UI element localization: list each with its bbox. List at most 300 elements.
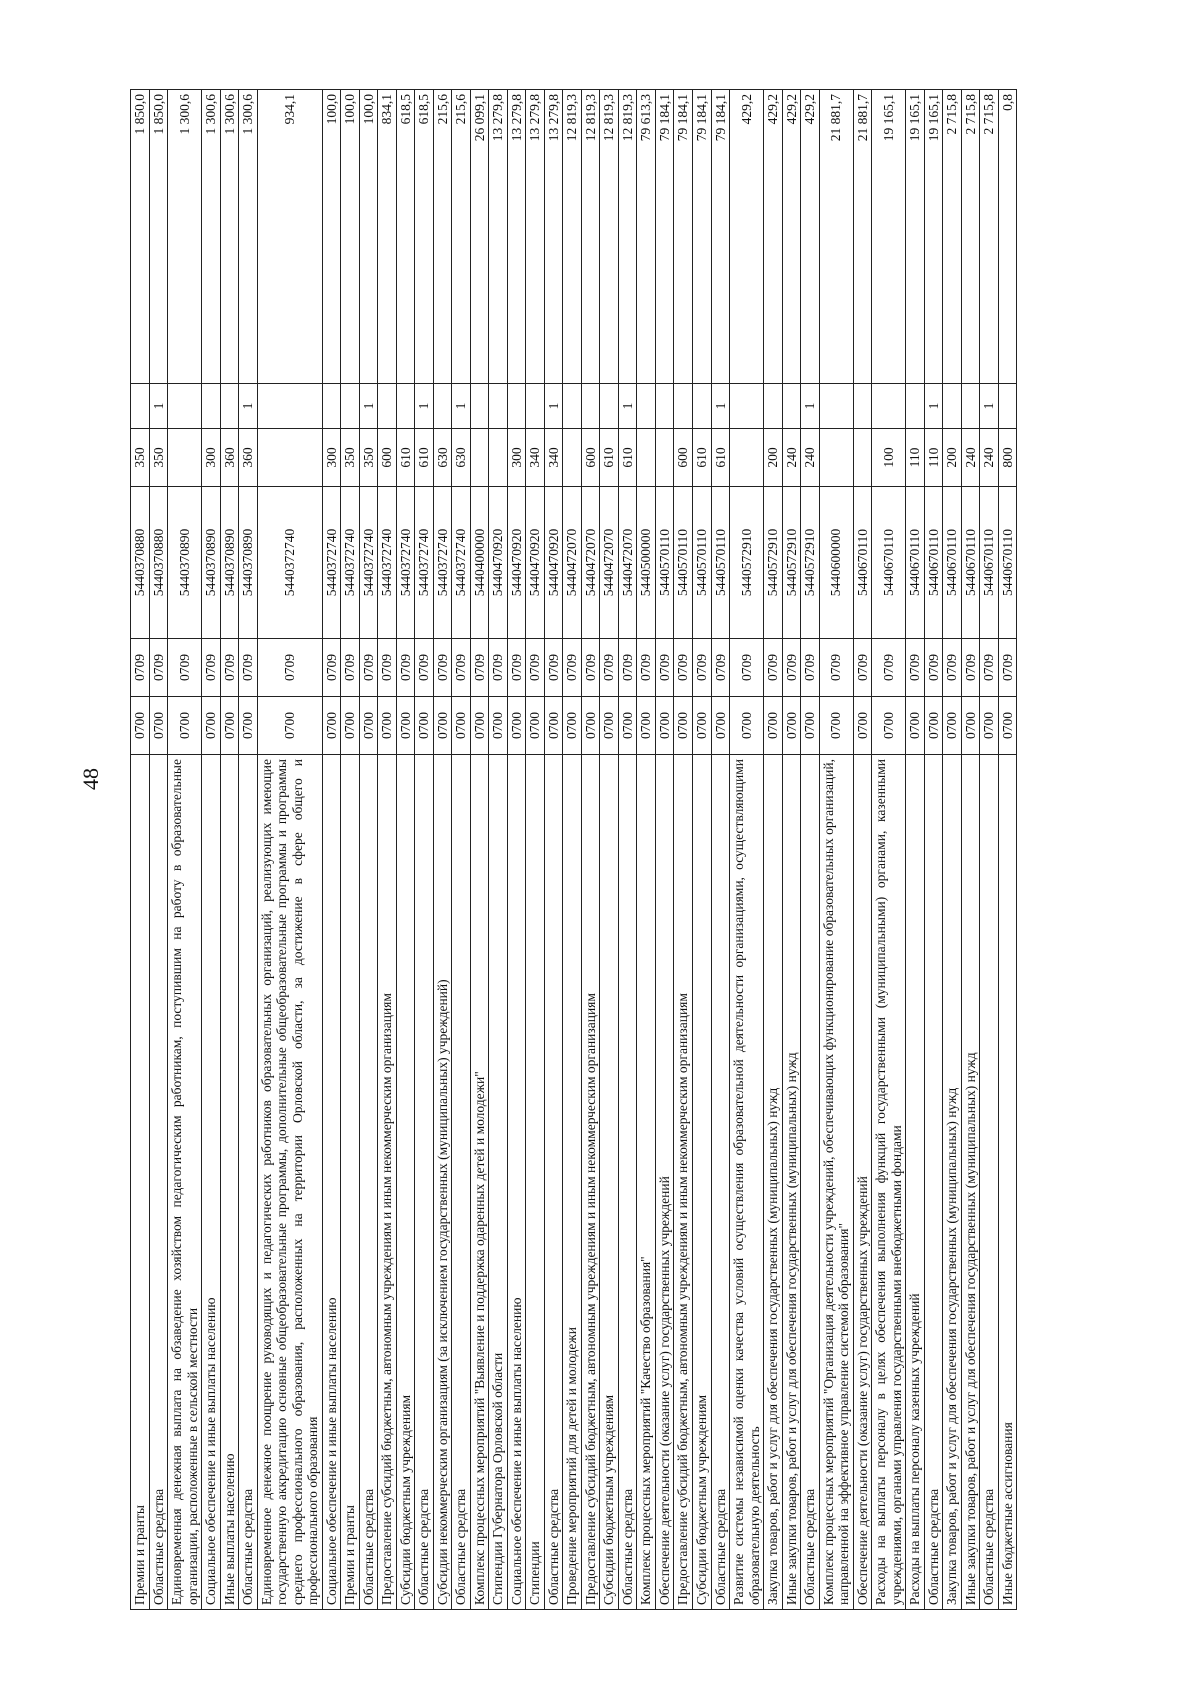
section-code-cell: 0700: [452, 697, 471, 755]
target-article-code-cell: 5440372740: [341, 487, 360, 639]
table-row: [322, 90, 341, 1610]
table-row: [220, 90, 239, 1610]
table-row: [980, 90, 999, 1610]
subsection-code-cell: 0709: [961, 639, 980, 697]
expense-type-code-cell: 110: [906, 429, 925, 487]
subsection-code-cell: 0709: [782, 639, 801, 697]
target-article-code-cell: 5440570110: [674, 487, 693, 639]
section-code-cell: 0700: [470, 697, 489, 755]
source-flag-cell: 1: [924, 384, 943, 429]
source-flag-cell: [507, 384, 526, 429]
table-row: [764, 90, 783, 1610]
expense-type-code-cell: 200: [943, 429, 962, 487]
source-flag-cell: [655, 384, 674, 429]
row-name-cell: Единовременная денежная выплата на обзаведение хозяйством педагогическим работникам, поступившим на работу в образовательные организации, расположенные в сельской местности: [168, 755, 202, 1610]
table-row: [600, 90, 619, 1610]
subsection-code-cell: 0709: [924, 639, 943, 697]
expense-type-code-cell: 300: [507, 429, 526, 487]
amount-cell: 834,1: [378, 90, 397, 384]
source-flag-cell: 1: [239, 384, 258, 429]
amount-cell: 26 099,1: [470, 90, 489, 384]
expense-type-code-cell: [637, 429, 656, 487]
subsection-code-cell: 0709: [202, 639, 221, 697]
subsection-code-cell: 0709: [764, 639, 783, 697]
subsection-code-cell: 0709: [581, 639, 600, 697]
source-flag-cell: [470, 384, 489, 429]
amount-cell: 79 613,3: [637, 90, 656, 384]
target-article-code-cell: 5440600000: [819, 487, 853, 639]
target-article-code-cell: 5440370890: [220, 487, 239, 639]
subsection-code-cell: 0709: [655, 639, 674, 697]
section-code-cell: 0700: [322, 697, 341, 755]
subsection-code-cell: 0709: [257, 639, 322, 697]
subsection-code-cell: 0709: [906, 639, 925, 697]
target-article-code-cell: 5440372740: [359, 487, 378, 639]
source-flag-cell: [341, 384, 360, 429]
row-name-cell: Расходы на выплаты персоналу казенных учреждений: [906, 755, 925, 1610]
expense-type-code-cell: 600: [378, 429, 397, 487]
target-article-code-cell: 5440670110: [853, 487, 872, 639]
table-row: [433, 90, 452, 1610]
row-name-cell: Субсидии бюджетным учреждениям: [396, 755, 415, 1610]
source-flag-cell: 1: [415, 384, 434, 429]
table-row: [239, 90, 258, 1610]
expense-type-code-cell: 350: [149, 429, 168, 487]
row-name-cell: Социальное обеспечение и иные выплаты населению: [202, 755, 221, 1610]
section-code-cell: 0700: [730, 697, 764, 755]
amount-cell: 13 279,8: [544, 90, 563, 384]
expense-type-code-cell: [168, 429, 202, 487]
row-name-cell: Областные средства: [924, 755, 943, 1610]
row-name-cell: Областные средства: [415, 755, 434, 1610]
amount-cell: 21 881,7: [819, 90, 853, 384]
source-flag-cell: [782, 384, 801, 429]
expense-type-code-cell: [819, 429, 853, 487]
subsection-code-cell: 0709: [220, 639, 239, 697]
target-article-code-cell: 5440670110: [998, 487, 1017, 639]
amount-cell: 2 715,8: [943, 90, 962, 384]
row-name-cell: Иные закупки товаров, работ и услуг для обеспечения государственных (муниципальных) нужд: [782, 755, 801, 1610]
expense-type-code-cell: 100: [872, 429, 906, 487]
row-name-cell: Стипендии Губернатора Орловской области: [489, 755, 508, 1610]
amount-cell: 12 819,3: [581, 90, 600, 384]
subsection-code-cell: 0709: [980, 639, 999, 697]
amount-cell: 100,0: [341, 90, 360, 384]
table-row: [526, 90, 545, 1610]
expense-type-code-cell: 610: [711, 429, 730, 487]
section-code-cell: 0700: [149, 697, 168, 755]
target-article-code-cell: 5440670110: [943, 487, 962, 639]
target-article-code-cell: 5440372740: [396, 487, 415, 639]
subsection-code-cell: 0709: [131, 639, 150, 697]
target-article-code-cell: 5440372740: [378, 487, 397, 639]
section-code-cell: 0700: [764, 697, 783, 755]
target-article-code-cell: 5440572910: [730, 487, 764, 639]
expense-type-code-cell: 240: [782, 429, 801, 487]
table-row: [943, 90, 962, 1610]
section-code-cell: 0700: [943, 697, 962, 755]
amount-cell: 79 184,1: [674, 90, 693, 384]
target-article-code-cell: 5440372740: [415, 487, 434, 639]
source-flag-cell: [819, 384, 853, 429]
expense-type-code-cell: 110: [924, 429, 943, 487]
subsection-code-cell: 0709: [801, 639, 820, 697]
row-name-cell: Областные средства: [359, 755, 378, 1610]
table-row: [618, 90, 637, 1610]
expense-type-code-cell: 240: [980, 429, 999, 487]
source-flag-cell: 1: [359, 384, 378, 429]
row-name-cell: Расходы на выплаты персоналу в целях обеспечения выполнения функций государственными (муниципальными) органами, казенными учреждениями, органами управления государственными внебюджетными фондами: [872, 755, 906, 1610]
subsection-code-cell: 0709: [378, 639, 397, 697]
table-row: [452, 90, 471, 1610]
subsection-code-cell: 0709: [943, 639, 962, 697]
expense-type-code-cell: 300: [202, 429, 221, 487]
row-name-cell: Иные закупки товаров, работ и услуг для обеспечения государственных (муниципальных) нужд: [961, 755, 980, 1610]
section-code-cell: 0700: [202, 697, 221, 755]
table-row: [341, 90, 360, 1610]
section-code-cell: 0700: [378, 697, 397, 755]
table-row: [674, 90, 693, 1610]
target-article-code-cell: 5440370890: [168, 487, 202, 639]
amount-cell: 429,2: [730, 90, 764, 384]
row-name-cell: Развитие системы независимой оценки качества условий осуществления образовательной деятельности организациями, осуществляющими образовательную деятельность: [730, 755, 764, 1610]
row-name-cell: Областные средства: [239, 755, 258, 1610]
section-code-cell: 0700: [359, 697, 378, 755]
budget-table: [130, 89, 1017, 1610]
source-flag-cell: [526, 384, 545, 429]
page-number: 48: [78, 768, 103, 790]
subsection-code-cell: 0709: [489, 639, 508, 697]
table-row: [801, 90, 820, 1610]
subsection-code-cell: 0709: [149, 639, 168, 697]
row-name-cell: Предоставление субсидий бюджетным, автономным учреждениям и иным некоммерческим организациям: [581, 755, 600, 1610]
target-article-code-cell: 5440472070: [563, 487, 582, 639]
expense-type-code-cell: 610: [415, 429, 434, 487]
source-flag-cell: [131, 384, 150, 429]
amount-cell: 19 165,1: [906, 90, 925, 384]
table-row: [396, 90, 415, 1610]
amount-cell: 1 300,6: [202, 90, 221, 384]
subsection-code-cell: 0709: [168, 639, 202, 697]
source-flag-cell: [489, 384, 508, 429]
target-article-code-cell: 5440470920: [526, 487, 545, 639]
row-name-cell: Комплекс процессных мероприятий "Организация деятельности учреждений, обеспечивающих функционирование образовательных организаций, направленной на эффективное управление системой образования": [819, 755, 853, 1610]
amount-cell: 12 819,3: [600, 90, 619, 384]
table-row: [819, 90, 853, 1610]
section-code-cell: 0700: [341, 697, 360, 755]
expense-type-code-cell: 200: [764, 429, 783, 487]
expense-type-code-cell: [853, 429, 872, 487]
expense-type-code-cell: [489, 429, 508, 487]
source-flag-cell: [322, 384, 341, 429]
target-article-code-cell: 5440572910: [801, 487, 820, 639]
target-article-code-cell: 5440670110: [980, 487, 999, 639]
amount-cell: 19 165,1: [872, 90, 906, 384]
subsection-code-cell: 0709: [872, 639, 906, 697]
expense-type-code-cell: 360: [239, 429, 258, 487]
section-code-cell: 0700: [415, 697, 434, 755]
row-name-cell: Предоставление субсидий бюджетным, автономным учреждениям и иным некоммерческим организациям: [378, 755, 397, 1610]
table-row: [581, 90, 600, 1610]
source-flag-cell: [257, 384, 322, 429]
table-row: [507, 90, 526, 1610]
section-code-cell: 0700: [711, 697, 730, 755]
source-flag-cell: [378, 384, 397, 429]
section-code-cell: 0700: [637, 697, 656, 755]
table-row: [961, 90, 980, 1610]
amount-cell: 2 715,8: [980, 90, 999, 384]
target-article-code-cell: 5440572910: [782, 487, 801, 639]
amount-cell: 13 279,8: [489, 90, 508, 384]
section-code-cell: 0700: [526, 697, 545, 755]
expense-type-code-cell: 350: [359, 429, 378, 487]
row-name-cell: Областные средства: [544, 755, 563, 1610]
source-flag-cell: [764, 384, 783, 429]
row-name-cell: Обеспечение деятельности (оказание услуг) государственных учреждений: [853, 755, 872, 1610]
amount-cell: 1 300,6: [168, 90, 202, 384]
subsection-code-cell: 0709: [600, 639, 619, 697]
section-code-cell: 0700: [168, 697, 202, 755]
amount-cell: 1 300,6: [239, 90, 258, 384]
row-name-cell: Закупка товаров, работ и услуг для обеспечения государственных (муниципальных) нужд: [764, 755, 783, 1610]
table-row: [359, 90, 378, 1610]
amount-cell: 429,2: [764, 90, 783, 384]
section-code-cell: 0700: [131, 697, 150, 755]
target-article-code-cell: 5440570110: [711, 487, 730, 639]
table-row: [257, 90, 322, 1610]
amount-cell: 2 715,8: [961, 90, 980, 384]
section-code-cell: 0700: [692, 697, 711, 755]
table-row: [544, 90, 563, 1610]
row-name-cell: Субсидии некоммерческим организациям (за исключением государственных (муниципальных) учреждений): [433, 755, 452, 1610]
row-name-cell: Комплекс процессных мероприятий "Выявление и поддержка одаренных детей и молодежи": [470, 755, 489, 1610]
target-article-code-cell: 5440372740: [452, 487, 471, 639]
amount-cell: 0,8: [998, 90, 1017, 384]
amount-cell: 215,6: [433, 90, 452, 384]
target-article-code-cell: 5440370890: [202, 487, 221, 639]
section-code-cell: 0700: [489, 697, 508, 755]
source-flag-cell: [906, 384, 925, 429]
subsection-code-cell: 0709: [470, 639, 489, 697]
row-name-cell: Иные бюджетные ассигнования: [998, 755, 1017, 1610]
section-code-cell: 0700: [581, 697, 600, 755]
row-name-cell: Областные средства: [618, 755, 637, 1610]
table-row: [711, 90, 730, 1610]
source-flag-cell: [961, 384, 980, 429]
section-code-cell: 0700: [998, 697, 1017, 755]
table-row: [872, 90, 906, 1610]
expense-type-code-cell: [730, 429, 764, 487]
target-article-code-cell: 5440470920: [507, 487, 526, 639]
section-code-cell: 0700: [257, 697, 322, 755]
table-row: [149, 90, 168, 1610]
amount-cell: 12 819,3: [618, 90, 637, 384]
source-flag-cell: [433, 384, 452, 429]
expense-type-code-cell: 360: [220, 429, 239, 487]
section-code-cell: 0700: [674, 697, 693, 755]
amount-cell: 934,1: [257, 90, 322, 384]
subsection-code-cell: 0709: [239, 639, 258, 697]
source-flag-cell: 1: [980, 384, 999, 429]
target-article-code-cell: 5440370880: [131, 487, 150, 639]
expense-type-code-cell: 610: [692, 429, 711, 487]
amount-cell: 1 850,0: [131, 90, 150, 384]
source-flag-cell: 1: [452, 384, 471, 429]
expense-type-code-cell: 630: [452, 429, 471, 487]
source-flag-cell: 1: [149, 384, 168, 429]
target-article-code-cell: 5440370890: [239, 487, 258, 639]
amount-cell: 429,2: [782, 90, 801, 384]
subsection-code-cell: 0709: [730, 639, 764, 697]
expense-type-code-cell: 610: [618, 429, 637, 487]
section-code-cell: 0700: [924, 697, 943, 755]
subsection-code-cell: 0709: [711, 639, 730, 697]
amount-cell: 618,5: [415, 90, 434, 384]
target-article-code-cell: 5440670110: [906, 487, 925, 639]
amount-cell: 1 850,0: [149, 90, 168, 384]
source-flag-cell: 1: [801, 384, 820, 429]
rotated-table-container: [130, 90, 1115, 1610]
row-name-cell: Социальное обеспечение и иные выплаты населению: [322, 755, 341, 1610]
table-row: [131, 90, 150, 1610]
source-flag-cell: 1: [618, 384, 637, 429]
target-article-code-cell: 5440670110: [924, 487, 943, 639]
target-article-code-cell: 5440472070: [581, 487, 600, 639]
source-flag-cell: [998, 384, 1017, 429]
expense-type-code-cell: [470, 429, 489, 487]
source-flag-cell: [202, 384, 221, 429]
section-code-cell: 0700: [801, 697, 820, 755]
amount-cell: 12 819,3: [563, 90, 582, 384]
table-row: [906, 90, 925, 1610]
source-flag-cell: [943, 384, 962, 429]
table-row: [998, 90, 1017, 1610]
source-flag-cell: [600, 384, 619, 429]
expense-type-code-cell: 350: [341, 429, 360, 487]
row-name-cell: Субсидии бюджетным учреждениям: [692, 755, 711, 1610]
amount-cell: 429,2: [801, 90, 820, 384]
section-code-cell: 0700: [819, 697, 853, 755]
amount-cell: 618,5: [396, 90, 415, 384]
amount-cell: 1 300,6: [220, 90, 239, 384]
row-name-cell: Премии и гранты: [131, 755, 150, 1610]
table-row: [730, 90, 764, 1610]
table-row: [692, 90, 711, 1610]
subsection-code-cell: 0709: [618, 639, 637, 697]
subsection-code-cell: 0709: [322, 639, 341, 697]
expense-type-code-cell: 240: [801, 429, 820, 487]
target-article-code-cell: 5440372740: [257, 487, 322, 639]
amount-cell: 100,0: [359, 90, 378, 384]
expense-type-code-cell: 610: [600, 429, 619, 487]
target-article-code-cell: 5440500000: [637, 487, 656, 639]
source-flag-cell: 1: [544, 384, 563, 429]
row-name-cell: Единовременное денежное поощрение руководящих и педагогических работников образовательных организаций, реализующих имеющие государственную аккредитацию основные общеобразовательные программы, дополнительные общеобразовательные программы и программы среднего профессионального образования, расположенных на территории Орловской области, за достижение в сфере общего и профессионального образования: [257, 755, 322, 1610]
amount-cell: 215,6: [452, 90, 471, 384]
row-name-cell: Иные выплаты населению: [220, 755, 239, 1610]
source-flag-cell: [220, 384, 239, 429]
row-name-cell: Областные средства: [801, 755, 820, 1610]
expense-type-code-cell: 600: [674, 429, 693, 487]
subsection-code-cell: 0709: [563, 639, 582, 697]
source-flag-cell: [581, 384, 600, 429]
table-row: [563, 90, 582, 1610]
expense-type-code-cell: 630: [433, 429, 452, 487]
source-flag-cell: [396, 384, 415, 429]
amount-cell: 21 881,7: [853, 90, 872, 384]
subsection-code-cell: 0709: [692, 639, 711, 697]
table-row: [853, 90, 872, 1610]
target-article-code-cell: 5440670110: [961, 487, 980, 639]
subsection-code-cell: 0709: [637, 639, 656, 697]
source-flag-cell: [563, 384, 582, 429]
expense-type-code-cell: 600: [581, 429, 600, 487]
subsection-code-cell: 0709: [526, 639, 545, 697]
table-row: [168, 90, 202, 1610]
amount-cell: 79 184,1: [711, 90, 730, 384]
source-flag-cell: 1: [711, 384, 730, 429]
expense-type-code-cell: 610: [396, 429, 415, 487]
source-flag-cell: [637, 384, 656, 429]
expense-type-code-cell: [655, 429, 674, 487]
expense-type-code-cell: 800: [998, 429, 1017, 487]
amount-cell: 79 184,1: [655, 90, 674, 384]
target-article-code-cell: 5440372740: [433, 487, 452, 639]
row-name-cell: Областные средства: [149, 755, 168, 1610]
subsection-code-cell: 0709: [396, 639, 415, 697]
source-flag-cell: [730, 384, 764, 429]
row-name-cell: Социальное обеспечение и иные выплаты населению: [507, 755, 526, 1610]
section-code-cell: 0700: [433, 697, 452, 755]
target-article-code-cell: 5440572910: [764, 487, 783, 639]
row-name-cell: Предоставление субсидий бюджетным, автономным учреждениям и иным некоммерческим организациям: [674, 755, 693, 1610]
row-name-cell: Закупка товаров, работ и услуг для обеспечения государственных (муниципальных) нужд: [943, 755, 962, 1610]
amount-cell: 13 279,8: [526, 90, 545, 384]
source-flag-cell: [692, 384, 711, 429]
target-article-code-cell: 5440470920: [544, 487, 563, 639]
expense-type-code-cell: 340: [526, 429, 545, 487]
amount-cell: 100,0: [322, 90, 341, 384]
source-flag-cell: [674, 384, 693, 429]
subsection-code-cell: 0709: [452, 639, 471, 697]
section-code-cell: 0700: [544, 697, 563, 755]
section-code-cell: 0700: [507, 697, 526, 755]
row-name-cell: Областные средства: [980, 755, 999, 1610]
row-name-cell: Проведение мероприятий для детей и молодежи: [563, 755, 582, 1610]
section-code-cell: 0700: [563, 697, 582, 755]
target-article-code-cell: 5440472070: [600, 487, 619, 639]
row-name-cell: Областные средства: [711, 755, 730, 1610]
target-article-code-cell: 5440400000: [470, 487, 489, 639]
section-code-cell: 0700: [782, 697, 801, 755]
section-code-cell: 0700: [906, 697, 925, 755]
source-flag-cell: [872, 384, 906, 429]
table-row: [924, 90, 943, 1610]
source-flag-cell: [853, 384, 872, 429]
table-row: [637, 90, 656, 1610]
section-code-cell: 0700: [220, 697, 239, 755]
target-article-code-cell: 5440470920: [489, 487, 508, 639]
table-row: [378, 90, 397, 1610]
row-name-cell: Премии и гранты: [341, 755, 360, 1610]
target-article-code-cell: 5440372740: [322, 487, 341, 639]
amount-cell: 19 165,1: [924, 90, 943, 384]
subsection-code-cell: 0709: [819, 639, 853, 697]
section-code-cell: 0700: [618, 697, 637, 755]
row-name-cell: Субсидии бюджетным учреждениям: [600, 755, 619, 1610]
target-article-code-cell: 5440570110: [655, 487, 674, 639]
row-name-cell: Обеспечение деятельности (оказание услуг) государственных учреждений: [655, 755, 674, 1610]
